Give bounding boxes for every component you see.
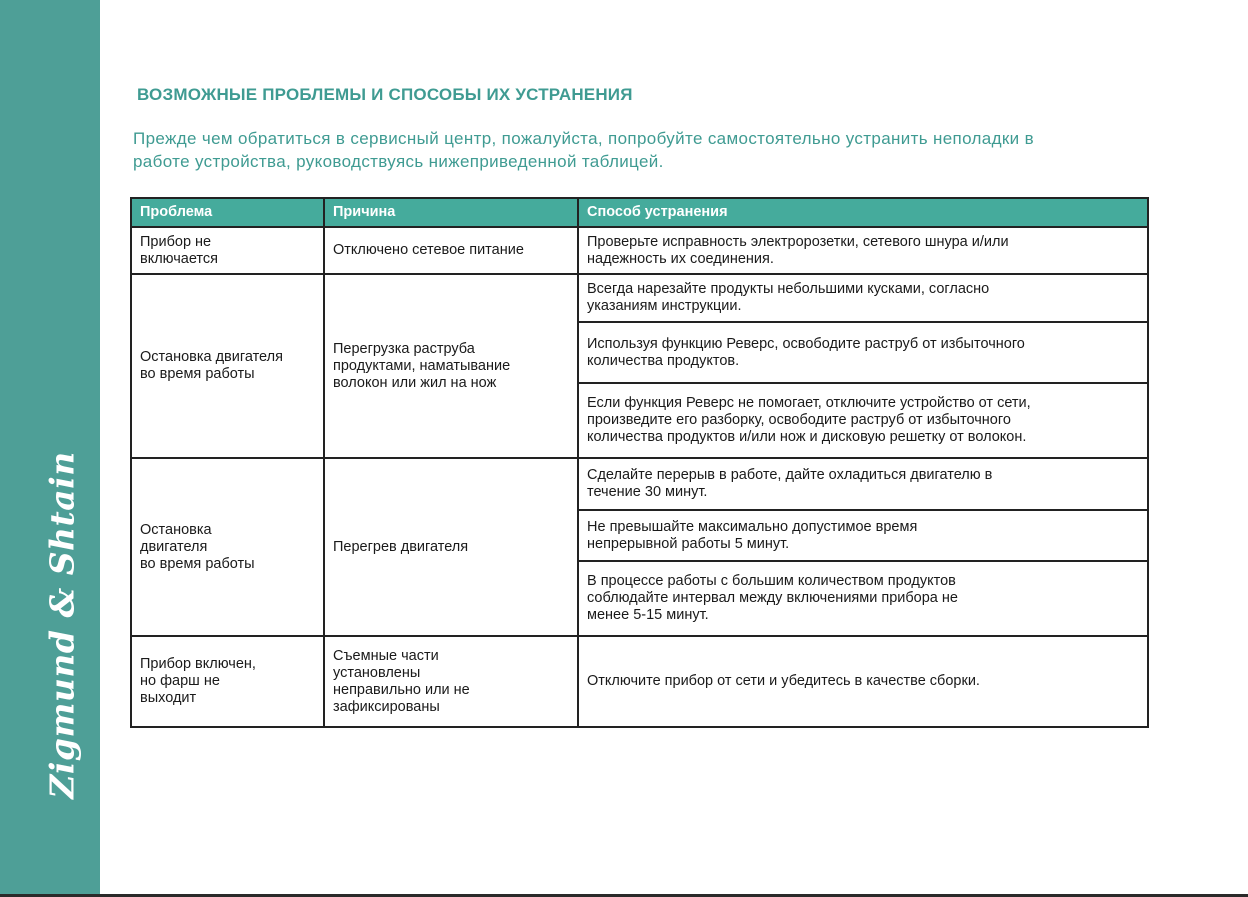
cell-line: надежность их соединения.	[587, 250, 774, 267]
header-cause: Причина	[324, 198, 578, 227]
cell-line: непрерывной работы 5 минут.	[587, 535, 790, 552]
solution-cell	[578, 383, 1148, 458]
cell-line: но фарш не	[140, 673, 220, 689]
cell-line: Перегрев двигателя	[333, 538, 469, 555]
cell-line: соблюдайте интервал между включениями прибора не	[587, 590, 958, 606]
page-title: ВОЗМОЖНЫЕ ПРОБЛЕМЫ И СПОСОБЫ ИХ УСТРАНЕНИЯ	[137, 85, 633, 104]
cell-line: менее 5-15 минут.	[587, 607, 709, 623]
cause-cell	[324, 636, 578, 727]
cell-line: Всегда нарезайте продукты небольшими кусками, согласно	[587, 281, 990, 297]
table-header-row	[131, 198, 1148, 227]
cell-line: Остановка	[140, 521, 212, 538]
problem-cell	[131, 636, 324, 727]
cell-line: произведите его разборку, освободите раструб от избыточного	[587, 412, 1011, 428]
cell-line: Не превышайте максимально допустимое время	[587, 518, 918, 535]
header-solution: Способ устранения	[578, 198, 1148, 227]
cell-line: установлены	[333, 664, 421, 681]
troubleshooting-table	[130, 197, 1149, 728]
cause-cell	[324, 274, 578, 458]
table-row	[131, 227, 1148, 274]
cell-line: Отключено сетевое питание	[333, 242, 524, 258]
cell-line: выходит	[140, 690, 197, 706]
problem-cell	[131, 227, 324, 274]
cell-line: неправильно или не	[333, 681, 470, 698]
cell-line: зафиксированы	[333, 698, 440, 715]
cell-line: продуктами, наматывание	[333, 357, 511, 374]
intro-line: работе устройства, руководствуясь нижеприведенной таблицей.	[133, 152, 664, 171]
cell-line: во время работы	[140, 366, 255, 382]
brand-sidebar	[0, 0, 100, 894]
cause-cell	[324, 458, 578, 636]
cell-line: Сделайте перерыв в работе, дайте охладиться двигателю в	[587, 467, 993, 483]
cell-line: Прибор включен,	[140, 656, 256, 672]
header-problem: Проблема	[131, 198, 324, 227]
problem-cell	[131, 274, 324, 458]
cause-cell	[324, 227, 578, 274]
cell-line: Остановка двигателя	[140, 349, 283, 365]
cell-line: В процессе работы с большим количеством продуктов	[587, 573, 956, 589]
cell-line: количества продуктов и/или нож и дисковую решетку от волокон.	[587, 429, 1027, 445]
table-row	[131, 636, 1148, 727]
cell-line: Отключите прибор от сети и убедитесь в качестве сборки.	[587, 673, 980, 689]
solution-cell	[578, 561, 1148, 636]
cell-line: включается	[140, 250, 219, 267]
cell-line: Съемные части	[333, 647, 439, 664]
table-row	[131, 458, 1148, 510]
cell-line: Используя функцию Реверс, освободите раструб от избыточного	[587, 335, 1025, 352]
cell-line: во время работы	[140, 555, 255, 572]
solution-cell	[578, 510, 1148, 561]
brand-logo: Zigmund & Shtain	[42, 451, 82, 799]
solution-cell	[578, 458, 1148, 510]
cell-line: указаниям инструкции.	[587, 298, 742, 314]
cell-line: Прибор не	[140, 233, 212, 250]
cell-line: двигателя	[140, 538, 208, 555]
cell-line: волокон или жил на нож	[333, 374, 497, 391]
cell-line: течение 30 минут.	[587, 484, 708, 500]
intro-line: Прежде чем обратиться в сервисный центр, пожалуйста, попробуйте самостоятельно устранить неполадки в	[133, 129, 1034, 148]
solution-cell	[578, 274, 1148, 322]
solution-cell	[578, 227, 1148, 274]
cell-line: Перегрузка раструба	[333, 340, 475, 357]
solution-cell	[578, 636, 1148, 727]
intro-text	[133, 127, 1143, 173]
table-row	[131, 274, 1148, 322]
solution-cell	[578, 322, 1148, 383]
cell-line: количества продуктов.	[587, 352, 740, 369]
problem-cell	[131, 458, 324, 636]
cell-line: Проверьте исправность электророзетки, сетевого шнура и/или	[587, 233, 1009, 250]
cell-line: Если функция Реверс не помогает, отключите устройство от сети,	[587, 395, 1031, 411]
